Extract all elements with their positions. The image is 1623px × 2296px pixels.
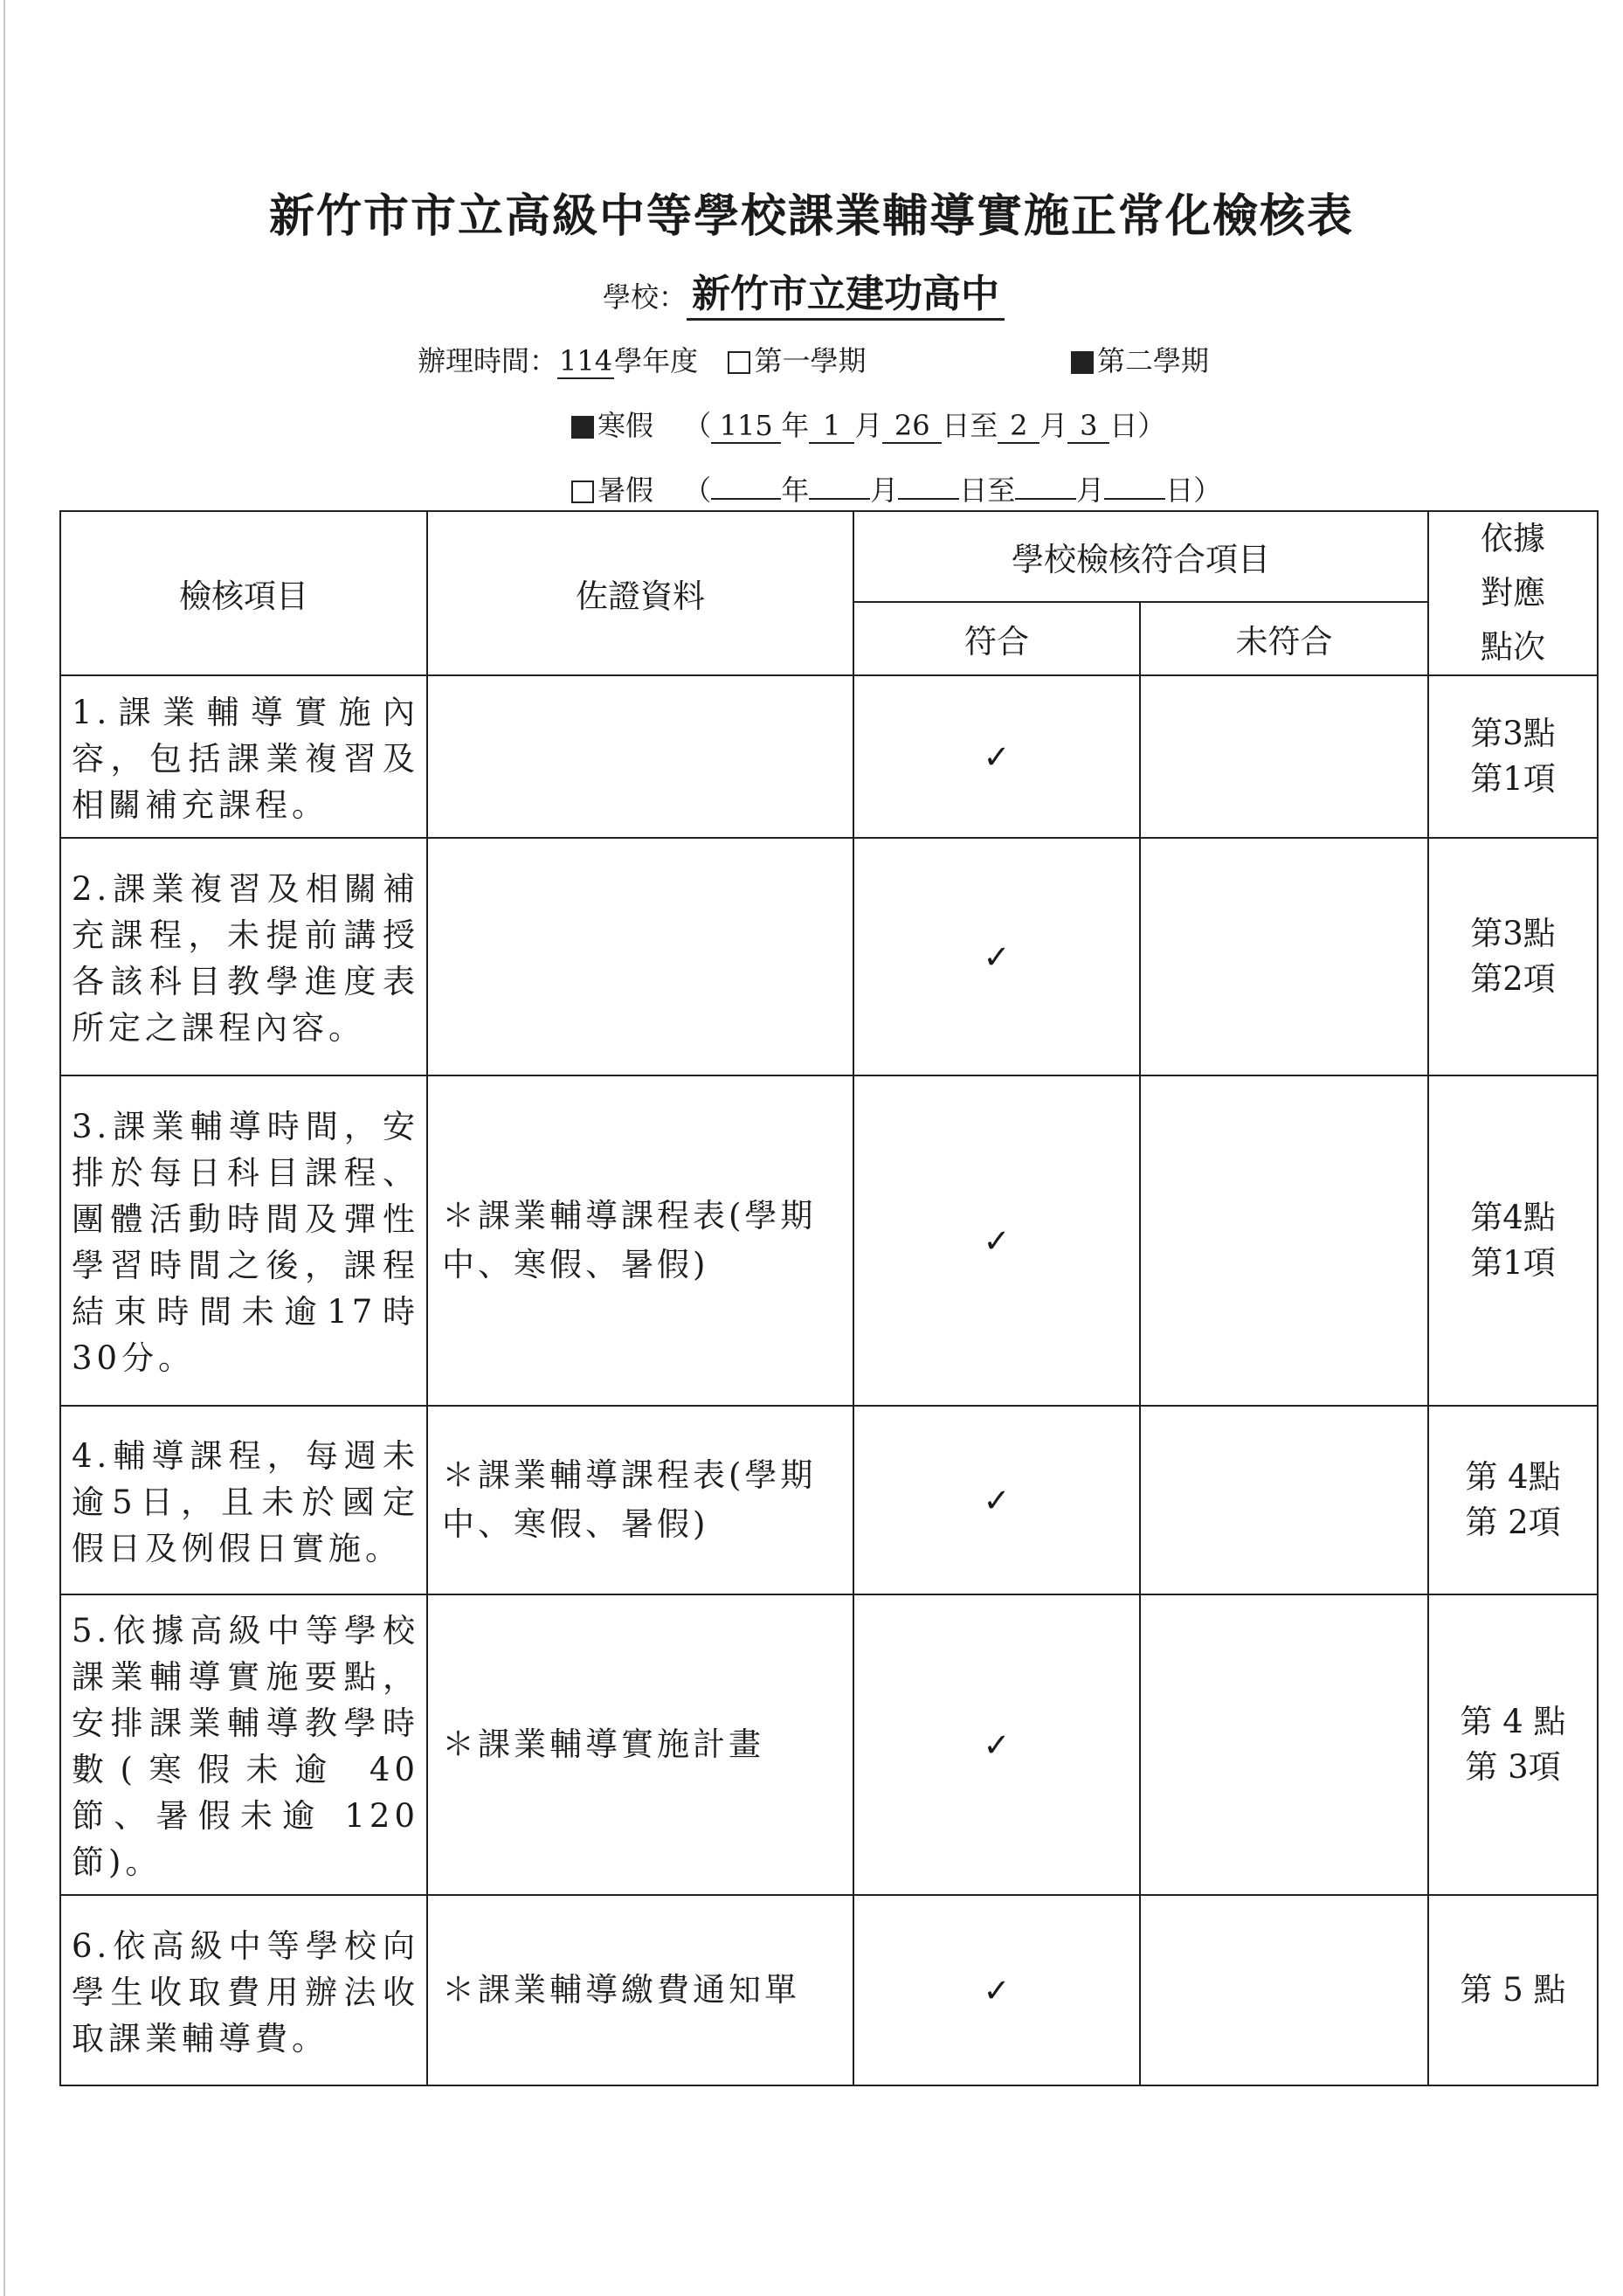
winter-month-to: 2: [998, 409, 1039, 444]
school-line: [603, 262, 1005, 318]
summer-year-blank: [711, 498, 781, 500]
row-3-item: 3.課業輔導時間，安排於每日科目課程、團體活動時間及彈性學習時間之後，課程結束時間未逾17時30分。: [60, 1075, 427, 1406]
table-row: [60, 1075, 1598, 1406]
winter-day-to: 3: [1067, 409, 1109, 444]
period-label: 辦理時間：: [418, 344, 558, 377]
summer-month-from-blank: [809, 498, 870, 500]
school-label: 學校：: [603, 280, 687, 314]
summer-label: 暑假: [597, 474, 654, 507]
row-3-fail-cell: [1140, 1075, 1428, 1406]
row-4-evidence: ＊課業輔導課程表(學期中、寒假、暑假): [427, 1406, 853, 1594]
semester-1-checkbox: [728, 351, 750, 374]
winter-line: [571, 404, 1165, 444]
row-6-item: 6.依高級中等學校向學生收取費用辦法收取課業輔導費。: [60, 1895, 427, 2085]
row-6-reference: [1428, 1895, 1598, 2085]
winter-day-to-unit: 日至: [942, 409, 998, 442]
header-fail: 未符合: [1140, 602, 1428, 675]
row-3-evidence: ＊課業輔導課程表(學期中、寒假、暑假): [427, 1075, 853, 1406]
winter-checkbox: [571, 416, 594, 439]
row-5-item: 5.依據高級中等學校課業輔導實施要點，安排課業輔導教學時數(寒假未逾 40 節、暑假未逾 120 節)。: [60, 1594, 427, 1895]
row-1-ref-item: 第1項: [1470, 760, 1556, 798]
page-edge: [3, 0, 5, 2296]
academic-year-suffix: 學年度: [614, 344, 699, 377]
row-1-evidence: [427, 675, 853, 838]
row-4-item: 4.輔導課程，每週未逾5日，且未於國定假日及例假日實施。: [60, 1406, 427, 1594]
row-5-fail-cell: [1140, 1594, 1428, 1895]
period-line: [418, 339, 866, 379]
row-2-reference: [1428, 838, 1598, 1075]
row-2-ref-point: 第3點: [1470, 915, 1556, 952]
semester-2-option: [1071, 339, 1209, 379]
school-name: 新竹市立建功高中: [687, 272, 1005, 321]
header-school-check: 學校檢核符合項目: [853, 511, 1428, 602]
row-2-evidence: [427, 838, 853, 1075]
summer-year-unit: 年: [781, 474, 810, 507]
row-5-reference: [1428, 1594, 1598, 1895]
row-6-pass-check-icon: ✓: [853, 1895, 1140, 2085]
row-5-ref-point: 第 4 點: [1460, 1703, 1566, 1740]
winter-month-from: 1: [809, 409, 854, 444]
header-reference: [1428, 511, 1598, 675]
row-1-pass-check-icon: ✓: [853, 675, 1140, 838]
row-4-fail-cell: [1140, 1406, 1428, 1594]
summer-day-from-blank: [898, 498, 959, 500]
row-5-ref-item: 第 3項: [1465, 1748, 1561, 1786]
summer-checkbox: [571, 481, 594, 503]
winter-year-unit: 年: [781, 409, 810, 442]
summer-line: [571, 468, 1221, 508]
row-3-pass-check-icon: ✓: [853, 1075, 1140, 1406]
header-ref-line-1: 依據: [1481, 520, 1545, 557]
summer-month-unit: 月: [870, 474, 899, 507]
row-4-reference: [1428, 1406, 1598, 1594]
row-5-evidence: ＊課業輔導實施計畫: [427, 1594, 853, 1895]
document-title: 新竹市市立高級中等學校課業輔導實施正常化檢核表: [268, 190, 1354, 243]
row-2-fail-cell: [1140, 838, 1428, 1075]
summer-month-to-blank: [1015, 498, 1076, 500]
row-6-fail-cell: [1140, 1895, 1428, 2085]
row-2-item: 2.課業複習及相關補充課程，未提前講授各該科目教學進度表所定之課程內容。: [60, 838, 427, 1075]
row-4-pass-check-icon: ✓: [853, 1406, 1140, 1594]
winter-year: 115: [711, 409, 781, 444]
row-1-fail-cell: [1140, 675, 1428, 838]
summer-day-to-blank: [1104, 498, 1165, 500]
table-row: [60, 1895, 1598, 2085]
row-3-ref-point: 第4點: [1470, 1199, 1556, 1236]
header-ref-line-3: 點次: [1481, 628, 1545, 666]
semester-2-checkbox: [1071, 351, 1094, 374]
semester-1-label: 第一學期: [754, 344, 867, 377]
row-1-item: 1.課業輔導實施內容，包括課業複習及相關補充課程。: [60, 675, 427, 838]
summer-day-to-unit: 日至: [959, 474, 1016, 507]
table-header-row-1: [60, 511, 1598, 602]
winter-open-paren: （: [683, 409, 712, 442]
row-5-pass-check-icon: ✓: [853, 1594, 1140, 1895]
row-1-reference: [1428, 675, 1598, 838]
winter-label: 寒假: [597, 409, 654, 442]
row-6-ref-point: 第 5 點: [1460, 1971, 1566, 2009]
header-pass: 符合: [853, 602, 1140, 675]
summer-month-unit-2: 月: [1076, 474, 1105, 507]
winter-day-unit: 日）: [1109, 409, 1166, 442]
winter-month-unit-2: 月: [1039, 409, 1068, 442]
row-1-ref-point: 第3點: [1470, 715, 1556, 752]
row-6-evidence: ＊課業輔導繳費通知單: [427, 1895, 853, 2085]
table-row: [60, 1406, 1598, 1594]
row-2-pass-check-icon: ✓: [853, 838, 1140, 1075]
summer-open-paren: （: [683, 474, 712, 507]
row-3-ref-item: 第1項: [1470, 1244, 1556, 1282]
academic-year: 114: [559, 344, 613, 377]
header-ref-line-2: 對應: [1481, 574, 1545, 612]
row-4-ref-point: 第 4點: [1465, 1458, 1561, 1496]
table-row: [60, 838, 1598, 1075]
winter-day-from: 26: [882, 409, 942, 444]
semester-2-label: 第二學期: [1097, 344, 1210, 377]
row-4-ref-item: 第 2項: [1465, 1504, 1561, 1541]
header-item: 檢核項目: [60, 511, 427, 675]
summer-day-unit: 日）: [1165, 474, 1222, 507]
row-3-reference: [1428, 1075, 1598, 1406]
table-row: [60, 675, 1598, 838]
table-row: [60, 1594, 1598, 1895]
row-2-ref-item: 第2項: [1470, 960, 1556, 998]
header-evidence: 佐證資料: [427, 511, 853, 675]
winter-month-unit: 月: [854, 409, 883, 442]
check-table: [59, 510, 1599, 2086]
